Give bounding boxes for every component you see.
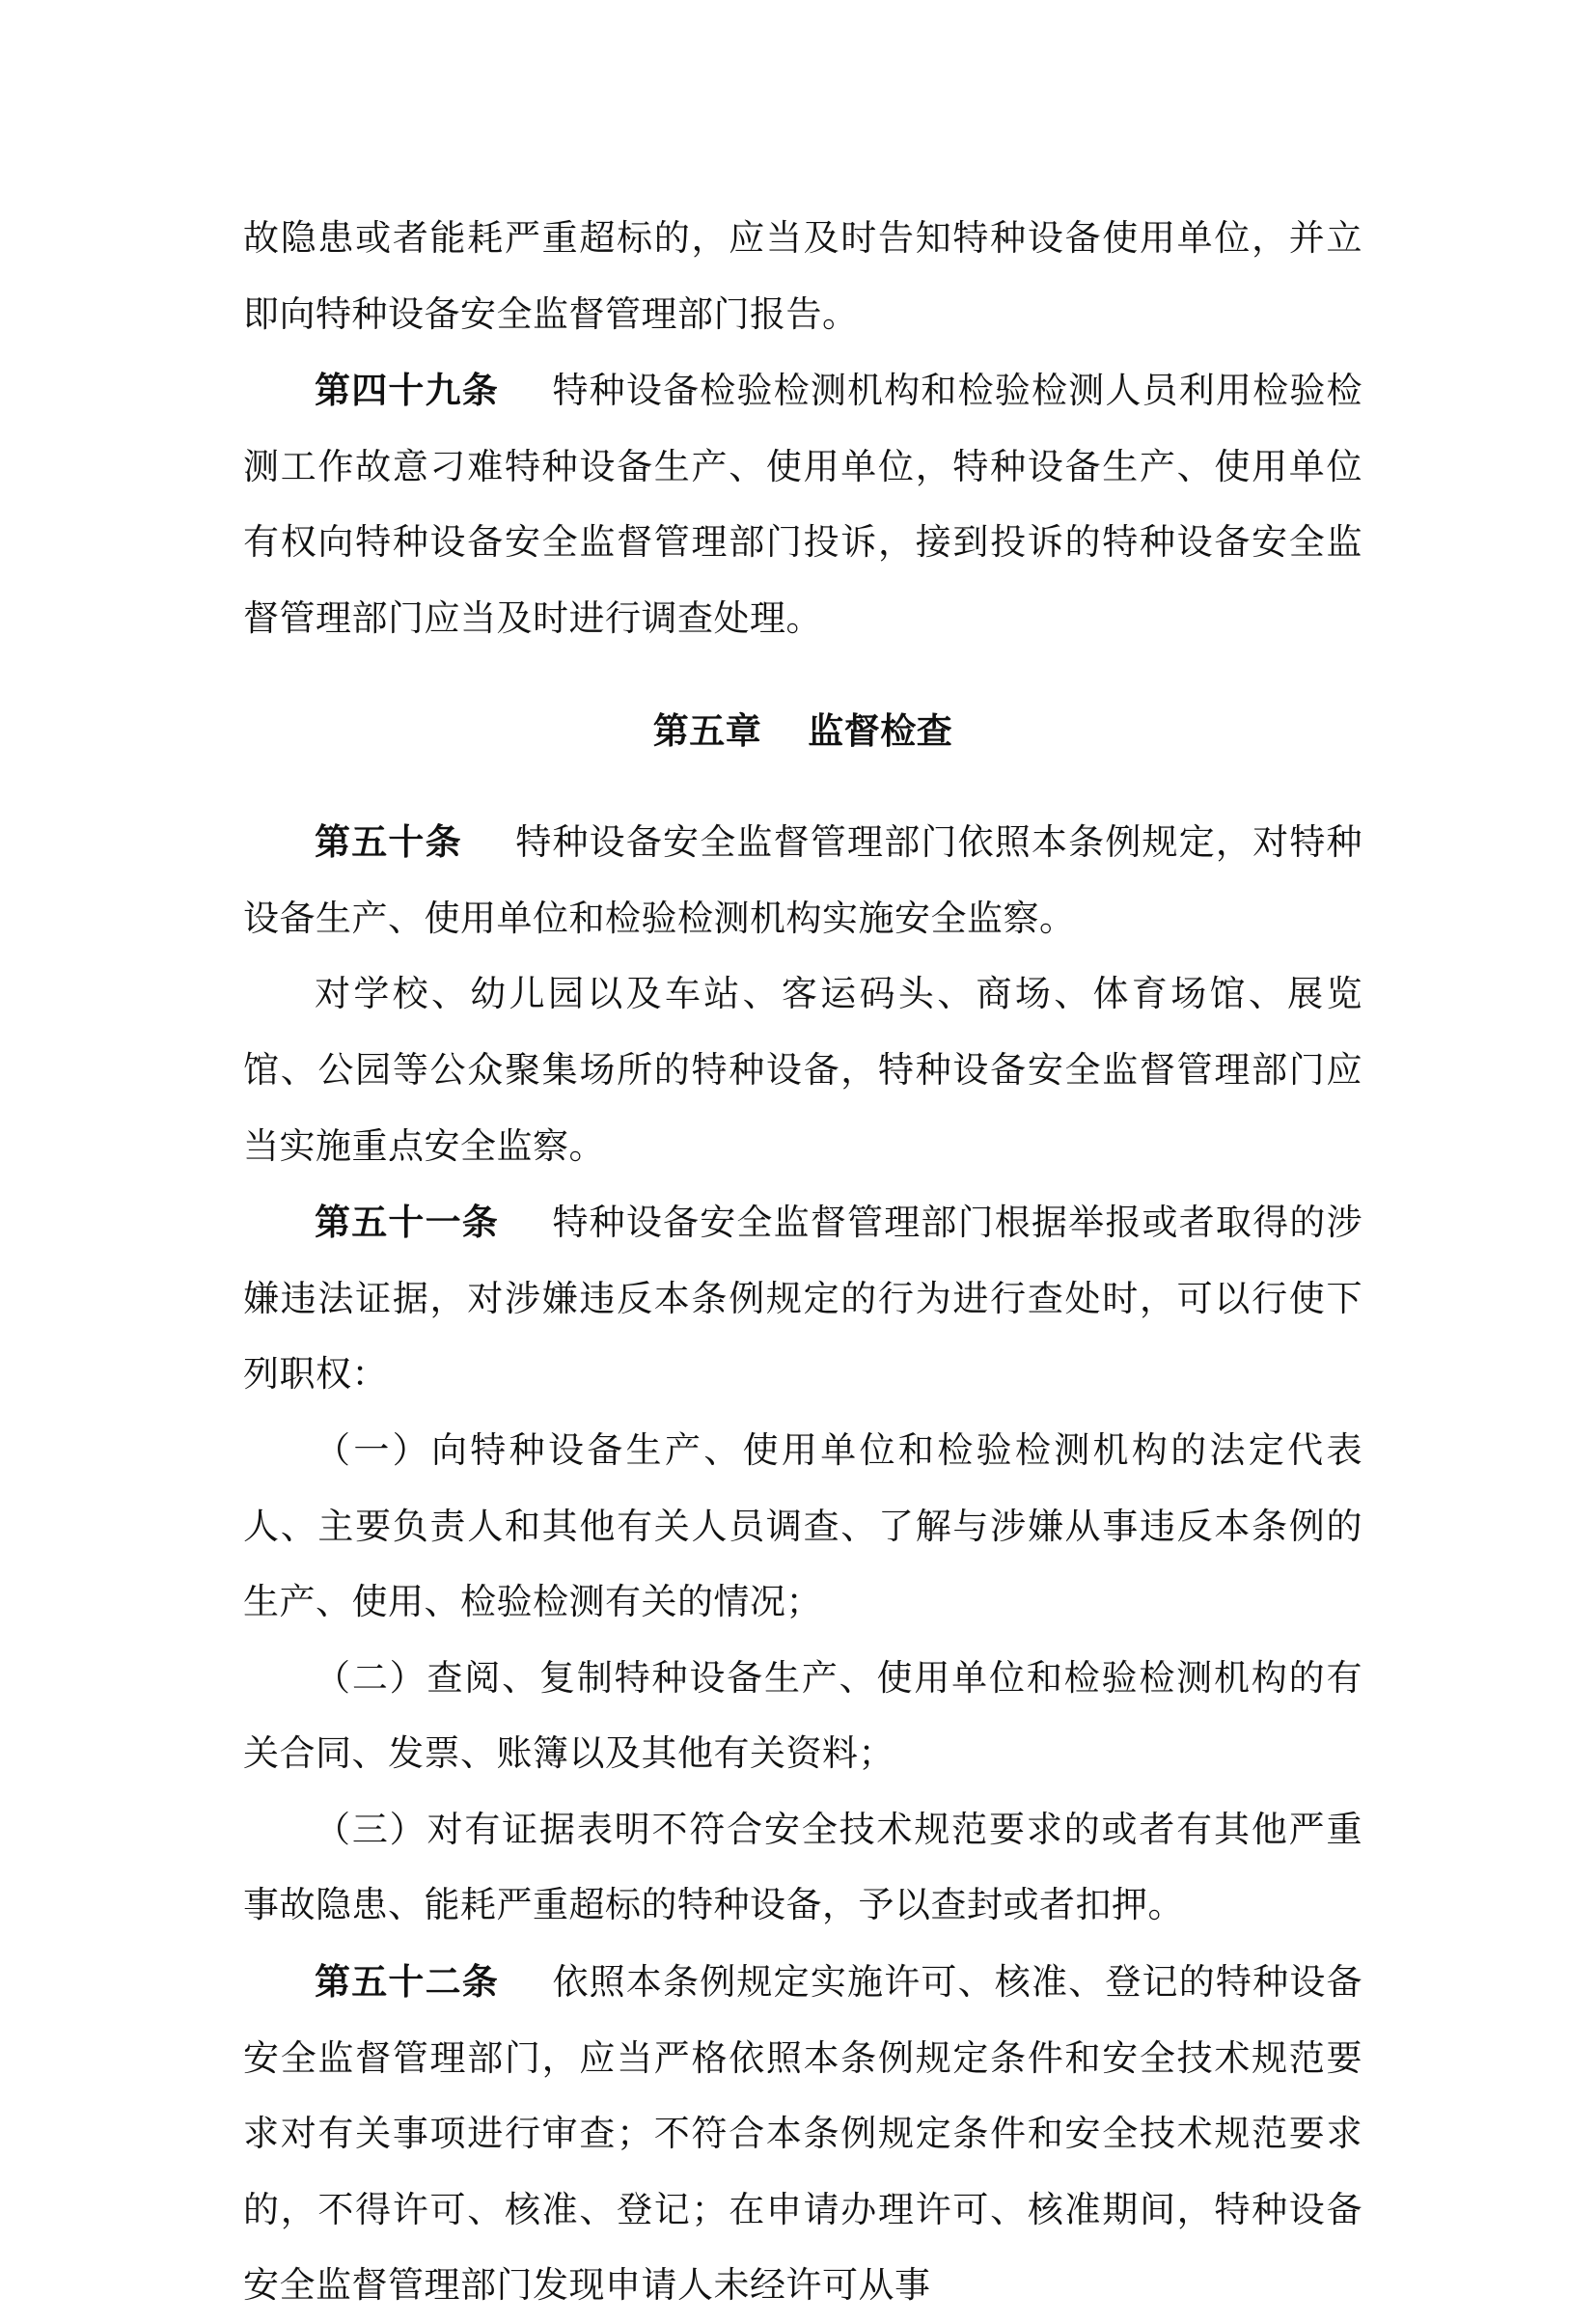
chapter-number: 第五章 (652, 708, 762, 752)
article-52-text: 依照本条例规定实施许可、核准、登记的特种设备安全监督管理部门，应当严格依照本条例规定条件和安全技术规范要求对有关事项进行审查；不符合本条例规定条件和安全技术规范要求的，不得许可、核准、登记；在申请办理许可、核准期间，特种设备安全监督管理部门发现申请人未经许可从事 (243, 1961, 1363, 2307)
article-50 (243, 804, 1362, 956)
article-49 (243, 352, 1362, 656)
document-body (243, 201, 1362, 2324)
article-52 (243, 1944, 1362, 2324)
chapter-heading (243, 657, 1362, 805)
article-51 (243, 1184, 1362, 1413)
chapter-title: 监督检查 (808, 708, 953, 752)
article-52-number: 第五十二条 (315, 1960, 499, 2004)
paragraph-continuation: 故隐患或者能耗严重超标的，应当及时告知特种设备使用单位，并立即向特种设备安全监督管理部门报告。 (243, 217, 1362, 335)
article-50-number: 第五十条 (315, 820, 462, 864)
article-51-item-2: （二）查阅、复制特种设备生产、使用单位和检验检测机构的有关合同、发票、账簿以及其他有关资料； (243, 1656, 1362, 1775)
article-50-text: 特种设备安全监督管理部门依照本条例规定，对特种设备生产、使用单位和检验检测机构实施安全监察。 (243, 821, 1363, 939)
article-51-text: 特种设备安全监督管理部门根据举报或者取得的涉嫌违法证据，对涉嫌违反本条例规定的行为进行查处时，可以行使下列职权： (243, 1202, 1363, 1396)
article-51-item-3: （三）对有证据表明不符合安全技术规范要求的或者有其他严重事故隐患、能耗严重超标的特种设备，予以查封或者扣押。 (243, 1808, 1362, 1926)
article-51-number: 第五十一条 (315, 1201, 499, 1244)
article-49-number: 第四十九条 (315, 369, 499, 412)
article-50-paragraph-2: 对学校、幼儿园以及车站、客运码头、商场、体育场馆、展览馆、公园等公众聚集场所的特种设备，特种设备安全监督管理部门应当实施重点安全监察。 (243, 973, 1362, 1167)
article-51-item-1: （一）向特种设备生产、使用单位和检验检测机构的法定代表人、主要负责人和其他有关人员调查、了解与涉嫌从事违反本条例的生产、使用、检验检测有关的情况； (243, 1428, 1362, 1623)
article-49-text: 特种设备检验检测机构和检验检测人员利用检验检测工作故意刁难特种设备生产、使用单位，特种设备生产、使用单位有权向特种设备安全监督管理部门投诉，接到投诉的特种设备安全监督管理部门应当及时进行调查处理。 (243, 370, 1363, 639)
